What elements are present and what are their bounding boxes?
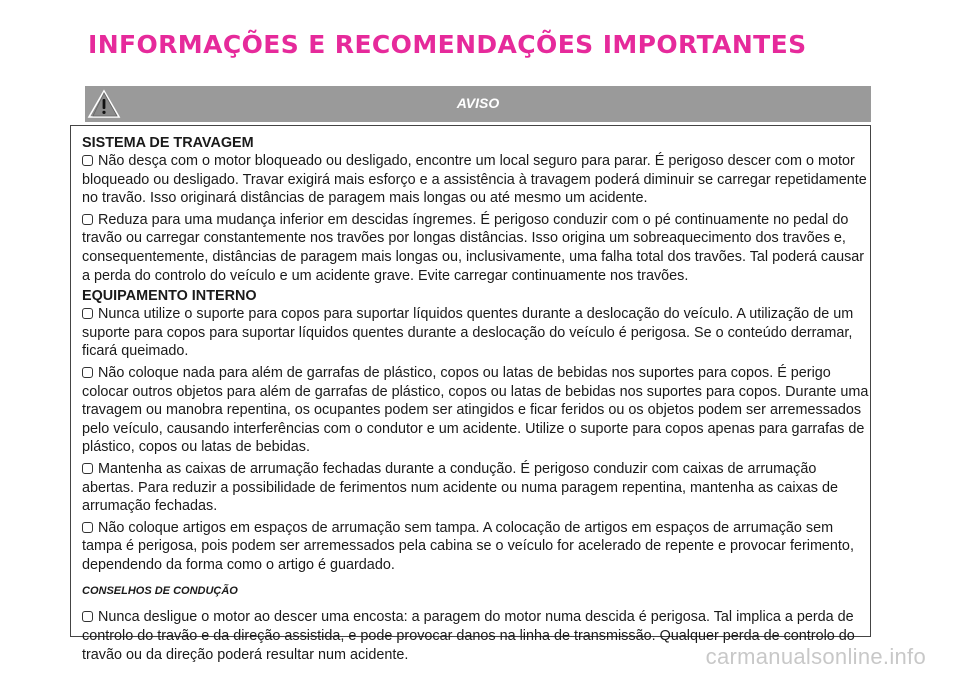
paragraph xyxy=(82,460,872,516)
paragraph xyxy=(82,364,872,457)
paragraph-text: Nunca utilize o suporte para copos para suportar líquidos quentes durante a deslocação do veículo. A utilização de um suporte para copos para suportar líquidos quentes durante a deslocação do veículo é perigosa. Se o conteúdo derramar, ficará queimado. xyxy=(82,306,854,360)
watermark: carmanualsonline.info xyxy=(705,644,926,669)
page-title: INFORMAÇÕES E RECOMENDAÇÕES IMPORTANTES xyxy=(88,30,807,59)
checkbox-bullet-icon xyxy=(82,214,93,225)
paragraph-text: Não coloque artigos em espaços de arrumação sem tampa. A colocação de artigos em espaços de arrumação sem tampa é perigosa, pois podem ser arremessados pela cabina se o veículo for acelerado de repente e provocar ferimento, dependendo da forma como o artigo é guardado. xyxy=(82,519,854,573)
paragraph xyxy=(82,152,872,208)
paragraph xyxy=(82,211,872,285)
checkbox-bullet-icon xyxy=(82,367,93,378)
checkbox-bullet-icon xyxy=(82,522,93,533)
paragraph xyxy=(82,519,872,575)
subheading-driving-tips: CONSELHOS DE CONDUÇÃO xyxy=(82,585,238,598)
paragraph-text: Não coloque nada para além de garrafas de plástico, copos ou latas de bebidas nos suportes para copos. É perigo colocar outros objetos para além de garrafas de plástico, copos ou latas de bebidas nos suportes para copos. Durante uma travagem ou manobra repentina, os ocupantes podem ser atingidos e ficar feridos ou os objetos podem ser arremessados pelo veículo, causando interferências com o condutor e um acidente. Utilize o suporte para copos apenas para garrafas de plástico, copos ou latas de bebidas. xyxy=(82,364,869,456)
checkbox-bullet-icon xyxy=(82,155,93,166)
paragraph-text: Nunca desligue o motor ao descer uma encosta: a paragem do motor numa descida é perigosa. Tal implica a perda de controlo do travão e da direção assistida, e pode provocar danos na linha de transmissão. Qualquer perda de controlo do travão ou da direção poderá resultar num acidente. xyxy=(82,609,855,663)
warning-content xyxy=(82,132,872,667)
paragraph-text: Não desça com o motor bloqueado ou desligado, encontre um local seguro para parar. É perigoso descer com o motor bloqueado ou desligado. Travar exigirá mais esforço e a assistência à travagem poderá diminuir se carregar repetidamente no travão. Isso originará distâncias de paragem mais longas ou até mesmo um acidente. xyxy=(82,153,867,207)
section-heading-braking: SISTEMA DE TRAVAGEM xyxy=(82,135,254,151)
checkbox-bullet-icon xyxy=(82,308,93,319)
checkbox-bullet-icon xyxy=(82,611,93,622)
paragraph xyxy=(82,305,872,361)
warning-banner xyxy=(85,86,871,122)
paragraph-text: Mantenha as caixas de arrumação fechadas durante a condução. É perigoso conduzir com caixas de arrumação abertas. Para reduzir a possibilidade de ferimentos num acidente ou numa paragem repentina, mantenha as caixas de arrumação fechadas. xyxy=(82,460,838,515)
paragraph-text: Reduza para uma mudança inferior em descidas íngremes. É perigoso conduzir com o pé continuamente no pedal do travão ou carregar constantemente nos travões por longas distâncias. Isso origina um sobreaquecimento dos travões e, consequentemente, distâncias de paragem mais longas ou, inclusivamente, uma falha total dos travões. Tal poderá causar a perda do controlo do veículo e um acidente grave. Evite carregar continuamente nos travões. xyxy=(82,211,865,284)
warning-label: AVISO xyxy=(456,95,500,111)
checkbox-bullet-icon xyxy=(82,463,93,474)
section-heading-interior: EQUIPAMENTO INTERNO xyxy=(82,288,257,305)
